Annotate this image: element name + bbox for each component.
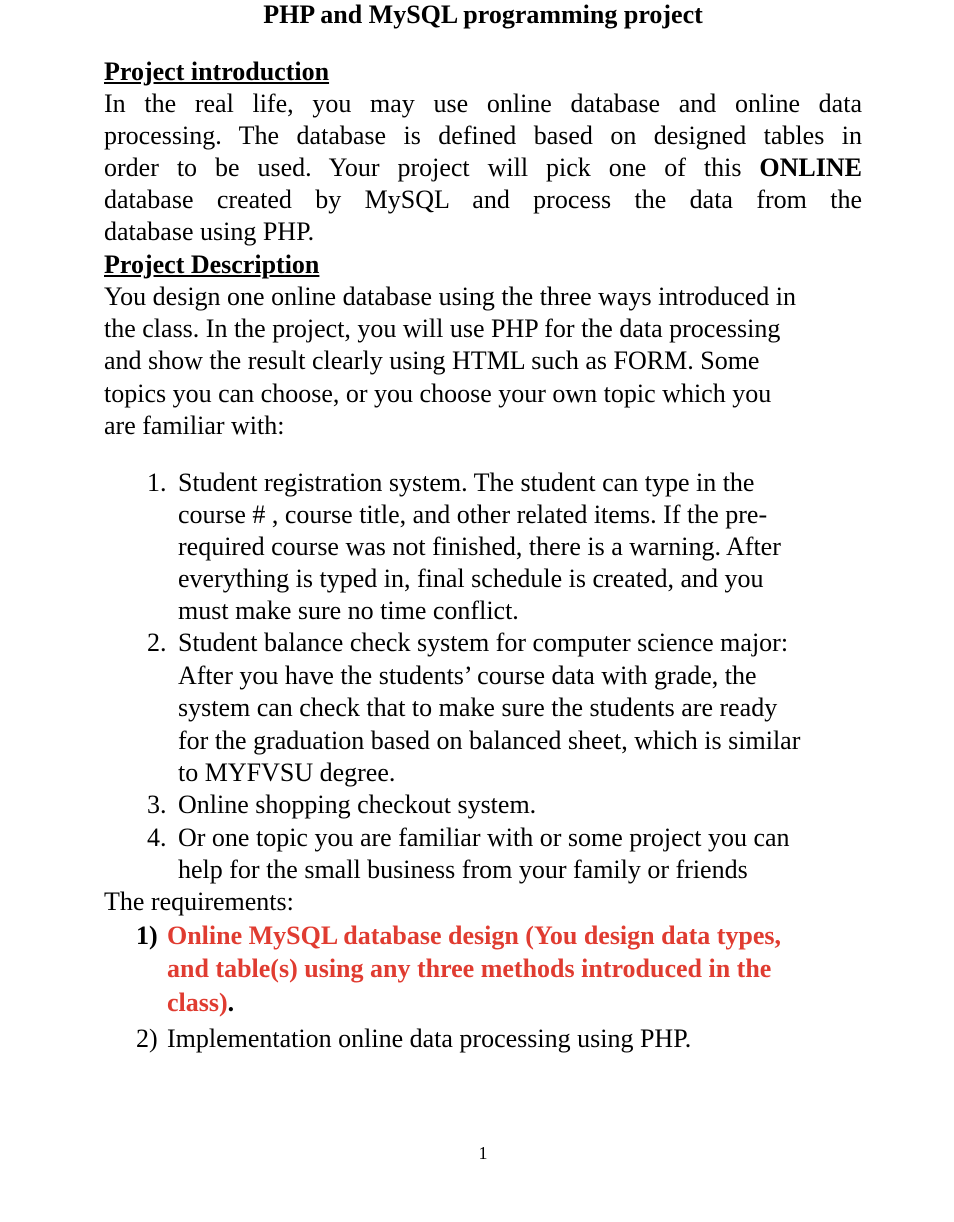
topic-line: required course was not finished, there is a warning. After — [178, 532, 781, 561]
requirement-line: and table(s) using any three methods introduced in the — [167, 954, 772, 983]
intro-line: processing. The database is defined based on designed tables in — [104, 121, 862, 150]
topic-line: Student registration system. The student can type in the — [178, 468, 755, 497]
topic-number: 3. — [147, 790, 167, 819]
intro-line — [104, 152, 862, 184]
requirement-number: 1) — [136, 921, 158, 950]
topic-line: help for the small business from your family or friends — [178, 855, 748, 884]
topic-line: Student balance check system for computer science major: — [178, 628, 789, 657]
requirement-line — [167, 986, 234, 1020]
topic-line: for the graduation based on balanced sheet, which is similar — [178, 726, 801, 755]
topic-line: Online shopping checkout system. — [178, 790, 537, 819]
description-line: You design one online database using the three ways introduced in — [104, 282, 796, 311]
requirement-line-text: class) — [167, 988, 228, 1017]
topic-line: system can check that to make sure the students are ready — [178, 693, 778, 722]
description-line: are familiar with: — [104, 411, 285, 440]
intro-heading: Project introduction — [104, 57, 330, 86]
topic-line: everything is typed in, final schedule is created, and you — [178, 564, 764, 593]
requirement-line: Implementation online data processing using PHP. — [167, 1024, 692, 1053]
topic-number: 4. — [147, 823, 167, 852]
document-title: PHP and MySQL programming project — [263, 0, 703, 29]
topic-line: to MYFVSU degree. — [178, 758, 396, 787]
intro-line: In the real life, you may use online database and online data — [104, 89, 862, 118]
online-emphasis: ONLINE — [759, 153, 862, 182]
description-line: and show the result clearly using HTML such as FORM. Some — [104, 346, 760, 375]
topic-number: 1. — [147, 468, 167, 497]
topic-line: After you have the students’ course data with grade, the — [178, 661, 757, 690]
intro-line: database created by MySQL and process the data from the — [104, 185, 862, 214]
description-line: topics you can choose, or you choose your own topic which you — [104, 379, 772, 408]
requirement-number: 2) — [136, 1024, 158, 1053]
requirement-period: . — [227, 988, 235, 1017]
topic-line: course # , course title, and other related items. If the pre- — [178, 500, 768, 529]
intro-line: database using PHP. — [104, 217, 315, 246]
requirement-line: Online MySQL database design (You design data types, — [167, 921, 782, 950]
description-heading: Project Description — [104, 250, 320, 279]
requirements-heading: The requirements: — [104, 887, 294, 916]
intro-line-text: order to be used. Your project will pick one of this — [104, 153, 742, 182]
topic-line: Or one topic you are familiar with or some project you can — [178, 823, 790, 852]
topic-line: must make sure no time conflict. — [178, 596, 519, 625]
description-line: the class. In the project, you will use PHP for the data processing — [104, 314, 781, 343]
topic-number: 2. — [147, 628, 167, 657]
page-number: 1 — [478, 1143, 488, 1163]
